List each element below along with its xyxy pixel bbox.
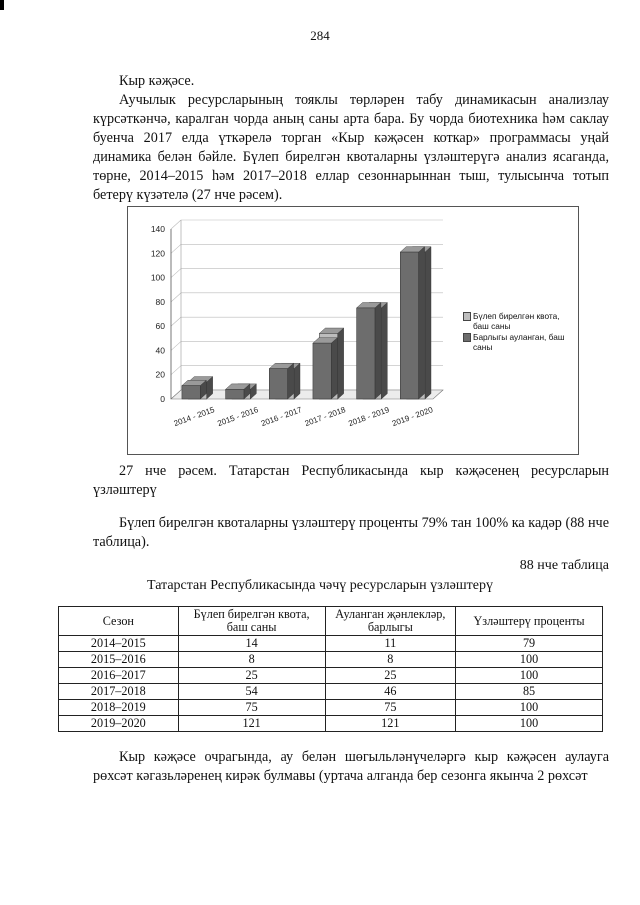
closing-paragraph xyxy=(93,748,609,786)
table-cell: 2017–2018 xyxy=(59,684,179,700)
table-cell: 25 xyxy=(325,668,456,684)
caption-text: 27 нче рәсем. Татарстан Республикасында кыр кәҗәсенең ресурсларын үзләштерү xyxy=(93,463,609,498)
section-heading: Кыр кәҗәсе. xyxy=(119,73,195,89)
bar-quota-side xyxy=(381,303,387,399)
bar-chart xyxy=(127,206,579,455)
figure-caption xyxy=(93,462,609,500)
x-tick-label: 2019 - 2020 xyxy=(390,405,435,429)
bar-harvested xyxy=(226,389,244,399)
header-quota: Бүлеп бирелгән квота, баш саны xyxy=(178,607,325,636)
bar-quota-side xyxy=(294,363,300,399)
table-cell: 54 xyxy=(178,684,325,700)
y-tick-label: 100 xyxy=(150,272,165,283)
gridline-side xyxy=(171,244,181,253)
bar-harvested xyxy=(313,343,331,399)
paragraph-text-3: Кыр кәҗәсе очрагында, ау белән шөгыльләнүчеләргә кыр кәҗәсен аулауга рөхсәт кәгазьләренең кирәк булмавы (уртача алганда бер сезонга якынча 2 рөхсәт xyxy=(93,749,609,784)
legend-label-quota: Бүлеп бирелгән квота, баш саны xyxy=(473,311,560,331)
table-cell: 8 xyxy=(178,652,325,668)
table-row xyxy=(59,700,603,716)
bar-harvested xyxy=(269,369,287,399)
resource-table xyxy=(58,606,603,732)
y-tick-label: 120 xyxy=(150,248,165,259)
bar-quota-side xyxy=(338,328,344,399)
table-cell: 100 xyxy=(456,716,603,732)
x-tick-label: 2014 - 2015 xyxy=(172,405,216,429)
legend-item-quota xyxy=(463,311,573,331)
header-harvested: Ауланган җәнлекләр, барлыгы xyxy=(325,607,456,636)
gridline-side xyxy=(171,341,181,350)
table-cell: 100 xyxy=(456,668,603,684)
gridline-side xyxy=(171,269,181,278)
y-tick-label: 20 xyxy=(155,369,165,380)
legend-label-harvested: Барлыгы ауланган, баш саны xyxy=(473,332,565,352)
bar-harvested-side xyxy=(331,338,337,399)
table-cell: 46 xyxy=(325,684,456,700)
bar-harvested xyxy=(400,252,418,399)
gridline-side xyxy=(171,293,181,302)
chart-legend xyxy=(463,311,573,353)
table-cell: 85 xyxy=(456,684,603,700)
bar-harvested xyxy=(357,308,375,399)
header-percent: Үзләштерү проценты xyxy=(456,607,603,636)
legend-swatch-harvested xyxy=(463,333,471,342)
table-cell: 121 xyxy=(325,716,456,732)
table-cell: 75 xyxy=(325,700,456,716)
table-label: 88 нче таблица xyxy=(519,558,609,573)
legend-item-harvested xyxy=(463,332,573,352)
table-cell: 2018–2019 xyxy=(59,700,179,716)
table-cell: 2014–2015 xyxy=(59,636,179,652)
legend-swatch-quota xyxy=(463,312,471,321)
bar-harvested-side xyxy=(288,363,294,399)
table-row xyxy=(59,636,603,652)
page-number: 284 xyxy=(310,28,330,43)
paragraph-text: Аучылык ресурсларының тояклы төрләрен табу динамикасын анализлау күрсәткәнчә, каралган чорда аның саны арта бара. Бу чорда биотехника һәм саклау буенча 2017 елда үткәрелә торган «Кыр кәҗәсен коткар» программасы уңай динамика белән бәйле. Бүлеп бирелгән квоталарны үзләштерүгә анализ ясаганда, төрне, 2014–2015 һәм 2017–2018 еллар сезоннарыннан тыш, тулысынча тотып бетерү күзәтелә (27 нче рәсем). xyxy=(93,92,609,203)
table-header-row xyxy=(59,607,603,636)
y-tick-label: 40 xyxy=(155,345,165,356)
bar-harvested-side xyxy=(419,247,425,399)
gridline-side xyxy=(171,317,181,326)
y-tick-label: 80 xyxy=(155,296,165,307)
table-row xyxy=(59,668,603,684)
intro-paragraph xyxy=(93,72,609,205)
table-row xyxy=(59,652,603,668)
x-tick-label: 2018 - 2019 xyxy=(347,405,391,429)
table-cell: 100 xyxy=(456,700,603,716)
bar-quota-side xyxy=(425,247,431,399)
table-title: Татарстан Республикасында чәчү ресурсларын үзләштерү xyxy=(146,578,493,593)
table-cell: 100 xyxy=(456,652,603,668)
table-cell: 2016–2017 xyxy=(59,668,179,684)
gridline-side xyxy=(171,366,181,375)
x-tick-label: 2016 - 2017 xyxy=(259,405,304,429)
table-cell: 121 xyxy=(178,716,325,732)
bar-harvested-side xyxy=(375,303,381,399)
table-cell: 25 xyxy=(178,668,325,684)
header-season: Сезон xyxy=(59,607,179,636)
table-cell: 8 xyxy=(325,652,456,668)
table-cell: 14 xyxy=(178,636,325,652)
scan-corner-mark xyxy=(0,0,4,10)
table-cell: 11 xyxy=(325,636,456,652)
x-tick-label: 2017 - 2018 xyxy=(303,405,347,429)
x-tick-label: 2015 - 2016 xyxy=(216,405,260,429)
quota-paragraph xyxy=(93,514,609,552)
paragraph-text-2: Бүлеп бирелгән квоталарны үзләштерү проценты 79% тан 100% ка кадәр (88 нче таблица). xyxy=(93,515,609,550)
y-tick-label: 0 xyxy=(160,394,165,404)
table-cell: 2015–2016 xyxy=(59,652,179,668)
y-tick-label: 140 xyxy=(150,224,165,234)
y-tick-label: 60 xyxy=(155,321,165,332)
table-row xyxy=(59,716,603,732)
gridline-side xyxy=(171,220,181,229)
bar-harvested xyxy=(182,386,200,399)
table-cell: 79 xyxy=(456,636,603,652)
table-cell: 2019–2020 xyxy=(59,716,179,732)
table-cell: 75 xyxy=(178,700,325,716)
table-row xyxy=(59,684,603,700)
